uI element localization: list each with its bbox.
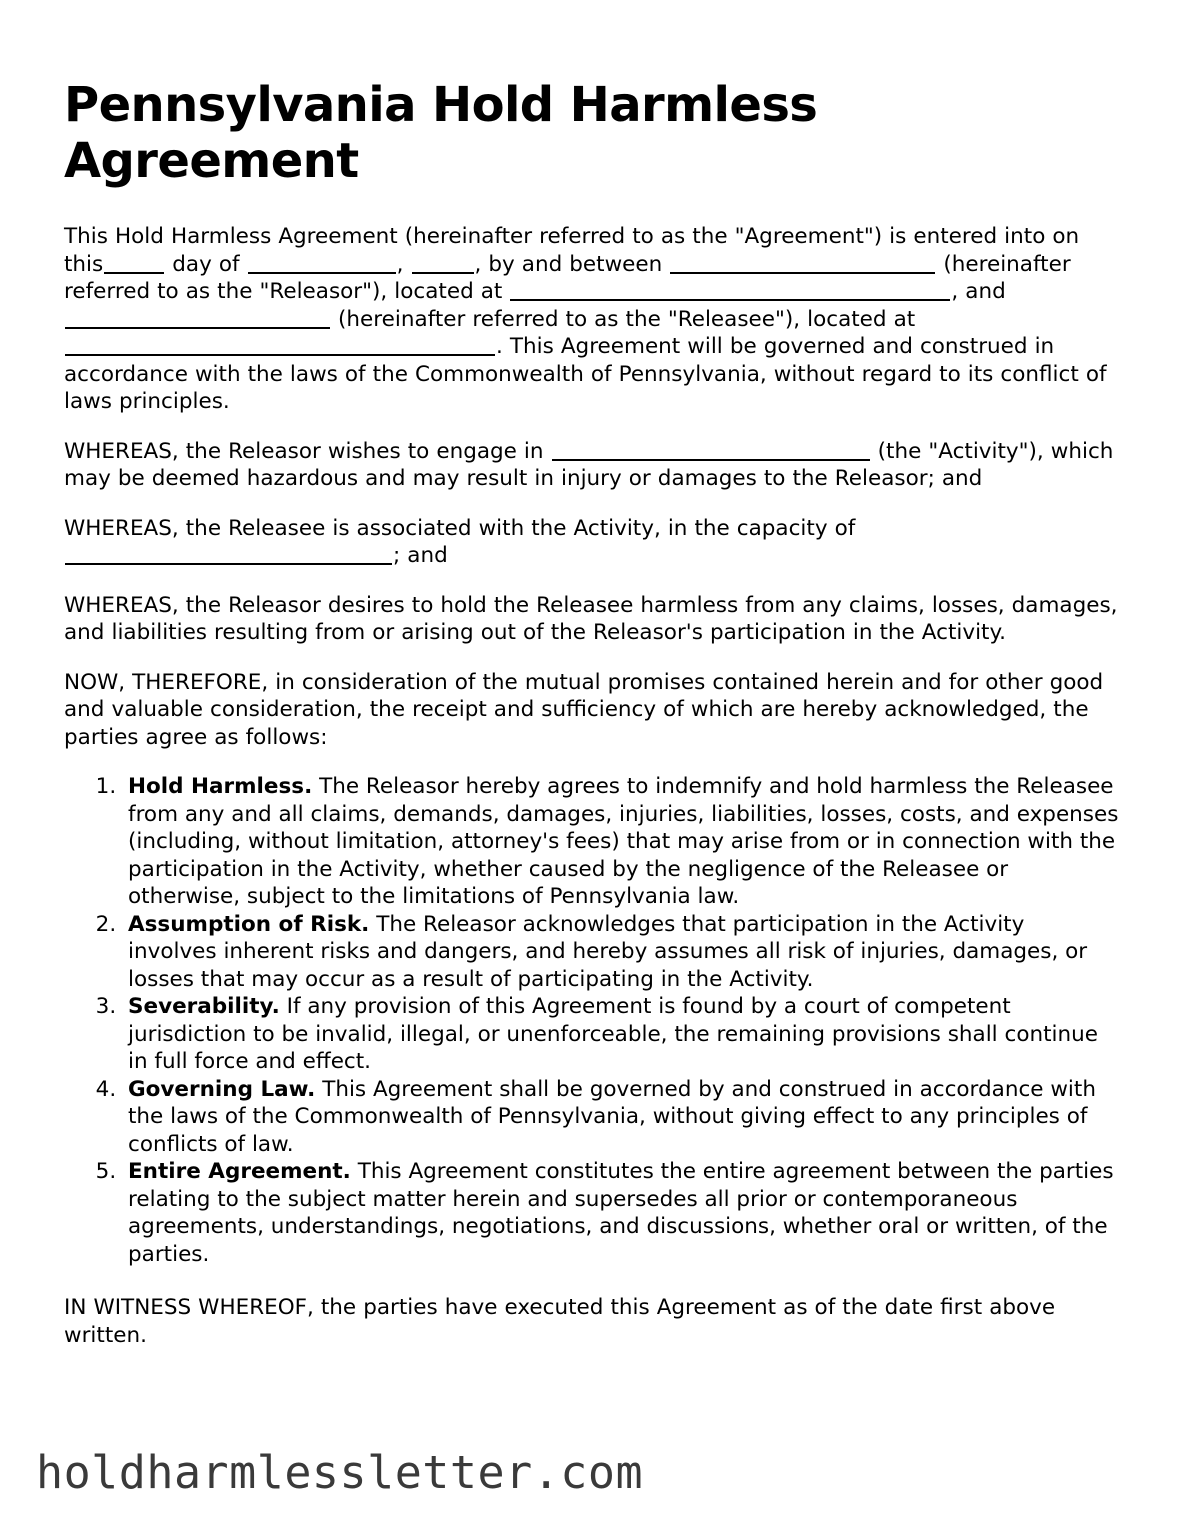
whereas-holdharmless-paragraph: WHEREAS, the Releasor desires to hold the Releasee harmless from any claims, losses, damages, and liabilities resulting from or arising out of the Releasor's participation in the Activity. xyxy=(64,592,1118,646)
list-item xyxy=(123,1158,1119,1268)
intro-text-3: , xyxy=(396,251,404,277)
list-item xyxy=(123,993,1119,1076)
whereas-capacity-paragraph xyxy=(64,515,1119,570)
list-item xyxy=(123,1076,1119,1159)
blank-activity[interactable] xyxy=(552,440,870,461)
document-content xyxy=(64,78,1119,1371)
intro-text-2: day of xyxy=(172,251,240,277)
blank-month[interactable] xyxy=(248,253,396,274)
clause-title: Governing Law. xyxy=(128,1076,316,1102)
clause-body: This Agreement constitutes the entire agreement between the parties relating to the subject matter herein and supersedes all prior or contemporaneous agreements, understandings, negotiations, and discussions, whether oral or written, of the parties. xyxy=(128,1159,1114,1267)
intro-text-6: , and xyxy=(951,279,1006,305)
clause-title: Hold Harmless. xyxy=(128,774,313,800)
page-title: Pennsylvania Hold Harmless Agreement xyxy=(64,77,818,189)
site-watermark: holdharmlessletter.com xyxy=(36,1446,644,1499)
clause-title: Severability. xyxy=(128,994,280,1020)
blank-year[interactable] xyxy=(412,253,474,274)
whereas-2-text-1: WHEREAS, the Releasee is associated with the Activity, in the capacity of xyxy=(64,515,856,541)
blank-releasee-name[interactable] xyxy=(65,308,330,329)
list-item xyxy=(123,773,1119,911)
whereas-2-text-2: ; and xyxy=(393,543,448,569)
clause-body: If any provision of this Agreement is found by a court of competent jurisdiction to be invalid, illegal, or unenforceable, the remaining provisions shall continue in full force and effect. xyxy=(128,994,1098,1075)
witness-paragraph: IN WITNESS WHEREOF, the parties have executed this Agreement as of the date first above written. xyxy=(64,1295,1056,1348)
clause-title: Entire Agreement. xyxy=(128,1159,351,1185)
blank-day[interactable] xyxy=(104,253,164,274)
clause-body: The Releasor acknowledges that participation in the Activity involves inherent risks and dangers, and hereby assumes all risk of injuries, damages, or losses that may occur as a result of participating in the Activity. xyxy=(128,911,1088,992)
blank-capacity[interactable] xyxy=(65,544,392,565)
intro-text-4: , by and between xyxy=(474,251,663,277)
whereas-1-text-2: (the "Activity"), which may be deemed hazardous and may result in injury or damages to the Releasor; and xyxy=(64,438,1114,492)
whereas-activity-paragraph xyxy=(64,438,1119,493)
clause-body: This Agreement shall be governed by and construed in accordance with the laws of the Commonwealth of Pennsylvania, without giving effect to any principles of conflicts of law. xyxy=(128,1076,1096,1157)
intro-text-1: This Hold Harmless Agreement (hereinafter referred to as the "Agreement") is entered into on this xyxy=(64,224,1080,277)
now-therefore-paragraph: NOW, THEREFORE, in consideration of the mutual promises contained herein and for other good and valuable consideration, the receipt and sufficiency of which are hereby acknowledged, the parties agree as follows: xyxy=(64,669,1104,750)
blank-releasor-address[interactable] xyxy=(510,280,950,301)
blank-releasee-address[interactable] xyxy=(65,335,495,356)
clause-title: Assumption of Risk. xyxy=(128,911,370,937)
clause-list xyxy=(64,773,1119,1268)
intro-paragraph xyxy=(64,223,1119,416)
whereas-1-text-1: WHEREAS, the Releasor wishes to engage in xyxy=(64,438,544,464)
intro-text-7: (hereinafter referred to as the "Releasee"), located at xyxy=(338,306,916,332)
list-item xyxy=(123,911,1119,994)
intro-text-8: . This Agreement will be governed and construed in accordance with the laws of the Commonwealth of Pennsylvania, without regard to its conflict of laws principles. xyxy=(64,334,1107,415)
intro-text-5: (hereinafter referred to as the "Releasor"), located at xyxy=(64,251,1071,305)
blank-releasor-name[interactable] xyxy=(670,253,935,274)
clause-body: The Releasor hereby agrees to indemnify and hold harmless the Releasee from any and all claims, demands, damages, injuries, liabilities, losses, costs, and expenses (including, without limitation, attorney's fees) that may arise from or in connection with the participation in the Activity, whether caused by the negligence of the Releasee or otherwise, subject to the limitations of Pennsylvania law. xyxy=(128,774,1119,910)
